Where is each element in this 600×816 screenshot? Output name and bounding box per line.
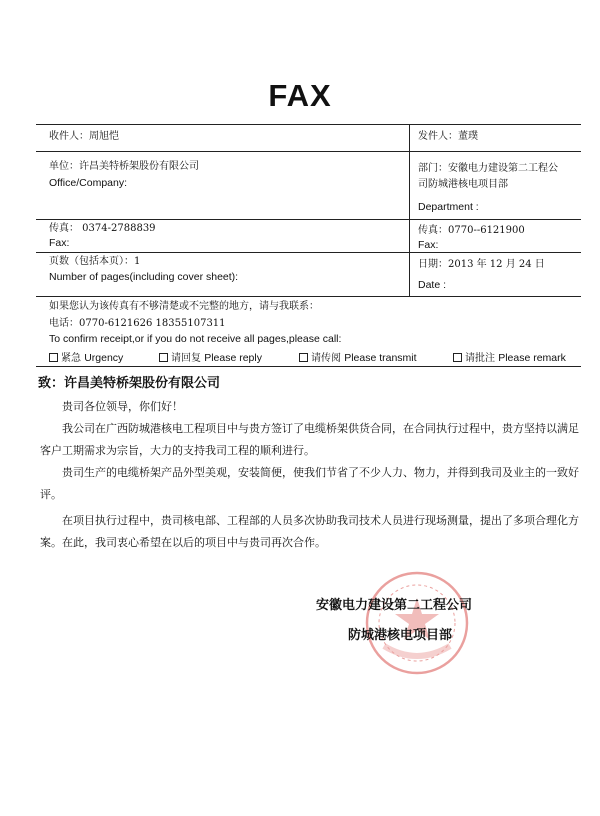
letter-paragraph: 在项目执行过程中，贵司核电部、工程部的人员多次协助我司技术人员进行现场测量，提出了多项合理化方案。在此，我司衷心希望在以后的项目中与贵司再次合作。 bbox=[40, 514, 579, 549]
contact-notice: 如果您认为该传真有不够清楚或不完整的地方，请与我联系： bbox=[49, 301, 319, 312]
checkbox-reply-cn: 请回复 bbox=[171, 353, 201, 364]
form-border-bottom bbox=[36, 366, 581, 367]
checkbox-icon bbox=[49, 353, 58, 362]
letter-paragraph: 我公司在广西防城港核电工程项目中与贵方签订了电缆桥架供货合同，在合同执行过程中，贵方坚持以满足客户工期需求为宗旨，大力的支持我司工程的顺利进行。 bbox=[40, 422, 579, 457]
checkbox-please-reply[interactable] bbox=[159, 349, 262, 364]
form-border-top bbox=[36, 124, 581, 125]
letter-paragraph: 贵司生产的电缆桥架产品外型美观，安装简便，使我们节省了不少人力、物力，并得到我司及业主的一致好评。 bbox=[40, 466, 579, 501]
company-seal-stamp bbox=[362, 568, 472, 678]
department-line-1: 部门：安徽电力建设第二工程公 bbox=[418, 163, 558, 174]
letter-salutation: 贵司各位领导，你们好！ bbox=[62, 400, 183, 413]
pages-label: Number of pages(including cover sheet): bbox=[49, 271, 239, 283]
sender-fax-label: Fax: bbox=[418, 239, 439, 251]
checkbox-urgency-cn: 紧急 bbox=[61, 353, 81, 364]
checkbox-urgency-en: Urgency bbox=[84, 352, 124, 364]
contact-phone: 电话：0770-6121626 18355107311 bbox=[49, 318, 226, 329]
row-divider bbox=[36, 219, 581, 220]
row-divider bbox=[36, 296, 581, 297]
unit-label: 单位：许昌美特桥架股份有限公司 bbox=[49, 161, 199, 172]
checkbox-icon bbox=[453, 353, 462, 362]
checkbox-remark-cn: 请批注 bbox=[465, 353, 495, 364]
sender-label: 发件人：董璞 bbox=[418, 131, 478, 142]
recipient-fax-number: 传真： 0374-2788839 bbox=[49, 223, 156, 234]
pages-count: 页数（包括本页）：1 bbox=[49, 256, 141, 267]
row-divider bbox=[36, 151, 581, 152]
row-divider bbox=[36, 252, 581, 253]
office-company-label: Office/Company: bbox=[49, 177, 128, 189]
checkbox-icon bbox=[299, 353, 308, 362]
date-value: 日期：2013 年 12 月 24 日 bbox=[418, 259, 545, 270]
checkbox-transmit-cn: 请传阅 bbox=[311, 353, 341, 364]
checkbox-urgency[interactable] bbox=[49, 349, 123, 364]
date-label: Date : bbox=[418, 279, 447, 291]
signature-department: 防城港核电项目部 bbox=[348, 628, 453, 643]
recipient-fax-label: Fax: bbox=[49, 237, 70, 249]
department-label: Department : bbox=[418, 201, 479, 213]
recipient-label: 收件人：周旭恺 bbox=[49, 131, 119, 142]
checkbox-please-remark[interactable] bbox=[453, 349, 566, 364]
checkbox-transmit-en: Please transmit bbox=[344, 352, 417, 364]
letter-addressee: 致：许昌美特桥架股份有限公司 bbox=[38, 376, 221, 391]
column-divider bbox=[409, 124, 410, 296]
checkbox-please-transmit[interactable] bbox=[299, 349, 417, 364]
checkbox-reply-en: Please reply bbox=[204, 352, 262, 364]
signature-company: 安徽电力建设第二工程公司 bbox=[316, 598, 473, 613]
confirm-receipt-notice: To confirm receipt,or if you do not receive all pages,please call: bbox=[49, 333, 342, 345]
department-line-2: 司防城港核电项目部 bbox=[418, 179, 508, 190]
fax-title: FAX bbox=[268, 78, 332, 113]
checkbox-remark-en: Please remark bbox=[498, 352, 566, 364]
checkbox-icon bbox=[159, 353, 168, 362]
sender-fax-number: 传真：0770--6121900 bbox=[418, 225, 525, 236]
